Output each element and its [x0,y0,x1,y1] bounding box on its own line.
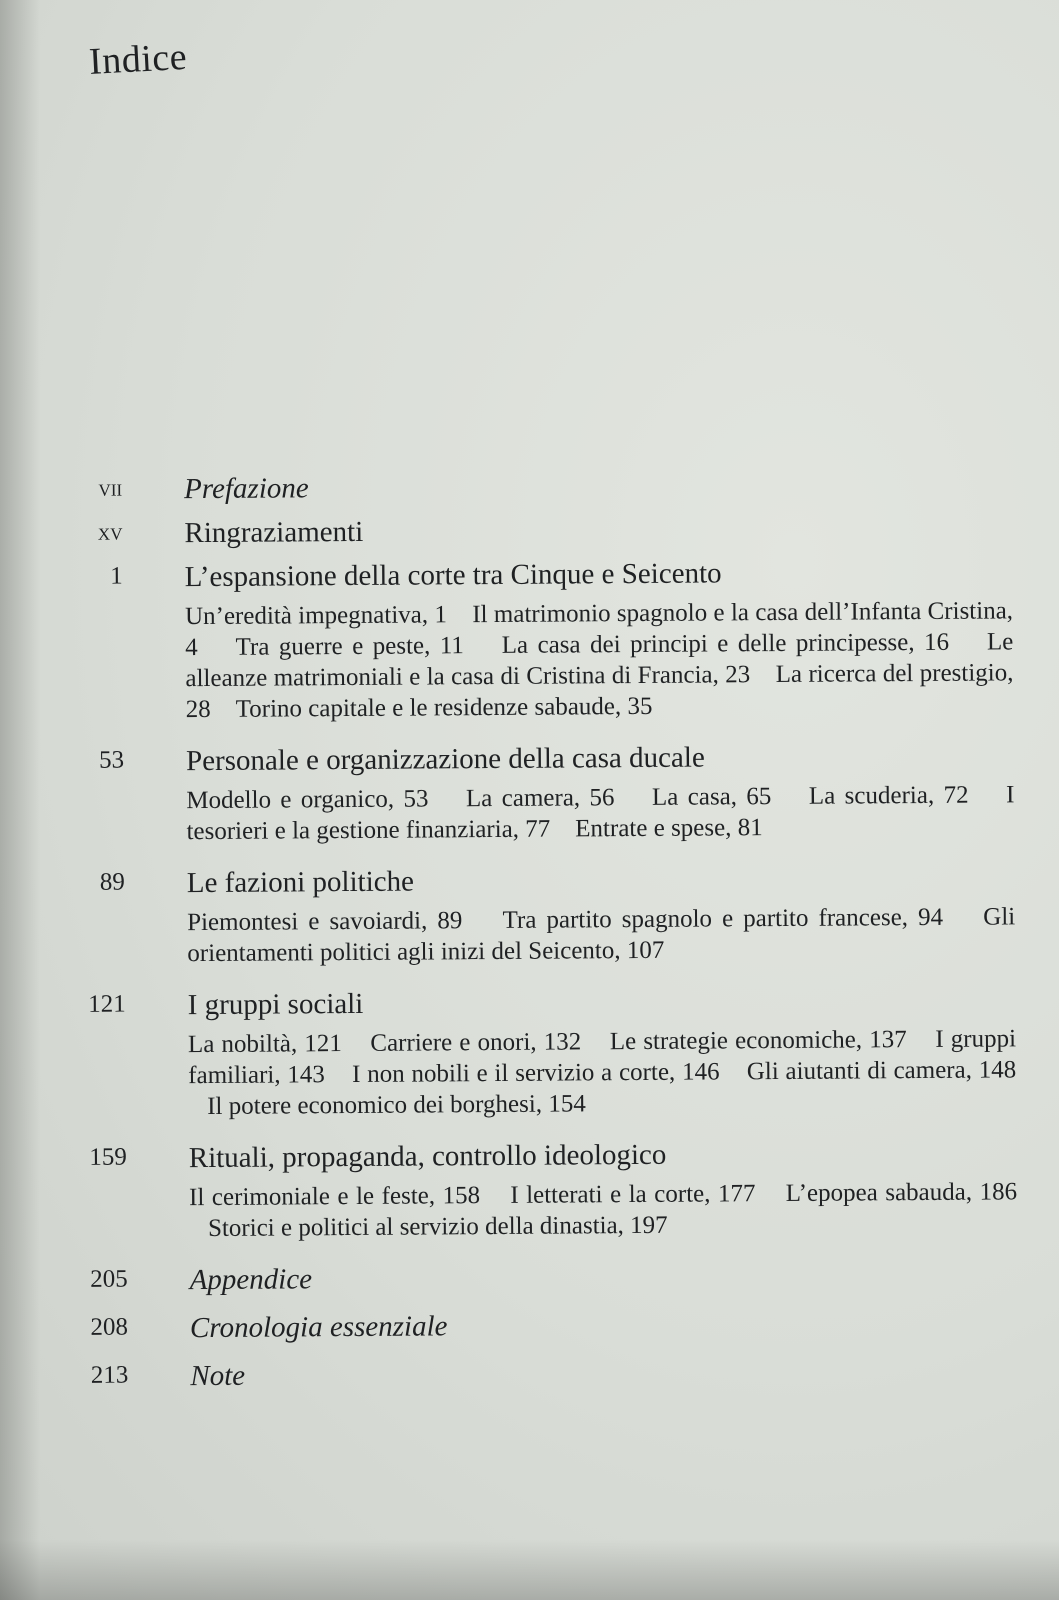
toc-heading: Cronologia essenziale [189,1310,448,1345]
toc-section: La ricerca del prestigio, 28 [185,659,1014,724]
toc-page-number: 205 [90,1265,128,1293]
toc-page-number: 89 [99,868,125,896]
toc-section: Modello e organico, 53 [186,785,429,815]
toc-section: La camera, 56 [465,784,615,813]
toc-section: La nobiltà, 121 [187,1030,342,1059]
toc-page-number: vii [98,475,123,502]
toc-page-number: 121 [88,990,126,1018]
toc-heading: Rituali, propaganda, controllo ideologico [188,1138,667,1175]
toc-entry-chapter-2 [64,737,1035,848]
toc-heading: Prefazione [184,472,309,506]
toc-section: L’epopea sabauda, 186 [785,1178,1018,1207]
toc-section: I tesorieri e la gestione finanziaria, 77 [186,781,1015,846]
toc-section: Torino capitale e le residenze sabaude, 35 [235,692,653,723]
toc-section: Carriere e onori, 132 [370,1028,582,1057]
toc-heading: L’espansione della corte tra Cinque e Seicento [184,557,722,594]
toc-heading: Le fazioni politiche [186,865,415,900]
toc-section: Gli orientamenti politici agli inizi del Seicento, 107 [187,903,1016,968]
toc-page-number: xv [97,519,123,546]
toc-section: I letterati e la corte, 177 [510,1180,756,1209]
toc-entry-prefazione [62,465,1032,508]
toc-section: Le alleanze matrimoniali e la casa di Cristina di Francia, 23 [185,628,1014,693]
toc-section: Un’eredità impegnativa, 1 [184,601,447,631]
gutter-shadow [0,0,40,1600]
toc-section: Il cerimoniale e le feste, 158 [188,1182,481,1212]
toc-section: Il potere economico dei borghesi, 154 [207,1090,586,1121]
toc-entry-chapter-3 [65,859,1036,970]
toc-heading: I gruppi sociali [187,987,364,1022]
toc-section: Entrate e spese, 81 [575,814,763,843]
toc-section-list [187,901,1015,969]
toc-entry-chapter-5 [67,1134,1038,1245]
table-of-contents [62,465,1038,1395]
toc-section: Gli aiutanti di camera, 148 [746,1056,1017,1086]
toc-heading: Ringraziamenti [184,515,364,550]
toc-entry-appendice [68,1256,1038,1299]
toc-heading: Personale e organizzazione della casa ducale [185,741,705,778]
toc-section: La casa dei principi e delle principesse, 16 [501,628,950,659]
toc-section: Storici e politici al servizio della dinastia, 197 [207,1211,668,1242]
toc-section: I gruppi familiari, 143 [188,1025,1017,1090]
toc-entry-ringraziamenti [62,509,1032,552]
toc-section: I non nobili e il servizio a corte, 146 [351,1058,720,1088]
toc-entry-chapter-4 [66,981,1037,1123]
toc-section-list [189,1176,1017,1244]
bottom-shadow [0,1540,1059,1600]
toc-page-number: 159 [89,1143,127,1171]
toc-page-number: 1 [110,562,123,590]
toc-heading: Appendice [189,1263,313,1297]
toc-section-list [185,595,1014,725]
toc-section: Tra guerre e peste, 11 [235,632,464,661]
toc-section: La casa, 65 [651,783,772,811]
toc-section: Tra partito spagnolo e partito francese, 94 [502,903,944,934]
toc-page-number: 213 [90,1361,129,1389]
toc-section: La scuderia, 72 [808,781,969,810]
toc-section-list [188,1023,1017,1122]
toc-entry-cronologia [68,1304,1038,1347]
toc-page-number: 53 [98,746,125,774]
page-title: Indice [88,35,189,83]
toc-heading: Note [190,1359,246,1393]
toc-section: Piemontesi e savoiardi, 89 [187,907,463,937]
toc-entry-note [68,1352,1038,1395]
toc-section-list [186,779,1014,847]
toc-section: Il matrimonio spagnolo e la casa dell’Infanta Cristina, 4 [185,597,1014,662]
toc-entry-chapter-1 [63,553,1034,726]
toc-section: Le strategie economiche, 137 [609,1026,907,1056]
toc-page-number: 208 [90,1313,129,1341]
